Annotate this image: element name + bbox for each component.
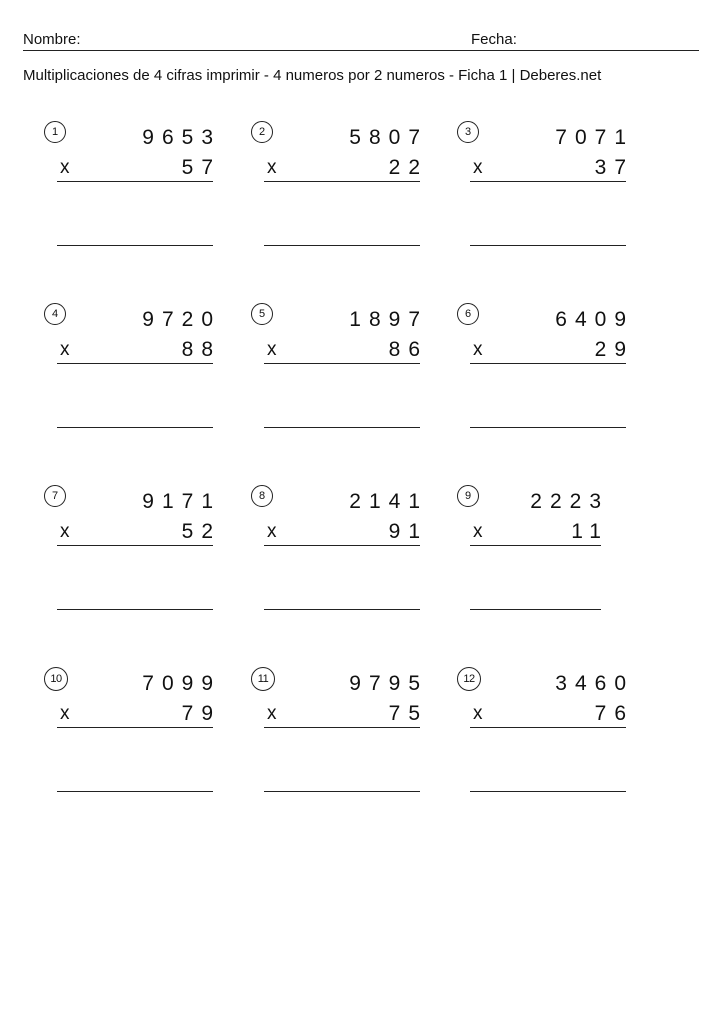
multiplicand: 7071	[555, 126, 634, 149]
multiplicand: 9795	[349, 672, 428, 695]
problem-number-badge: 1	[44, 121, 66, 143]
multiplication-problem	[457, 667, 637, 807]
problem-number-badge: 2	[251, 121, 273, 143]
operation-rule	[57, 727, 213, 728]
multiply-sign: x	[473, 157, 483, 178]
multiply-sign: x	[60, 157, 70, 178]
answer-blank[interactable]	[264, 245, 420, 246]
operation-rule	[57, 363, 213, 364]
answer-blank[interactable]	[470, 245, 626, 246]
operation-rule	[264, 363, 420, 364]
answer-blank[interactable]	[470, 427, 626, 428]
multiplicand: 2223	[530, 490, 609, 513]
multiplicand: 9720	[142, 308, 221, 331]
multiplication-problem	[251, 485, 431, 625]
multiplier: 88	[181, 338, 221, 361]
problem-number-badge: 12	[457, 667, 481, 691]
multiplier: 37	[594, 156, 634, 179]
multiplication-problem	[251, 667, 431, 807]
operation-rule	[264, 545, 420, 546]
multiplier: 22	[388, 156, 428, 179]
multiplication-problem	[44, 667, 224, 807]
multiply-sign: x	[267, 157, 277, 178]
multiplication-problem	[457, 303, 637, 443]
problem-number-badge: 6	[457, 303, 479, 325]
answer-blank[interactable]	[470, 609, 601, 610]
multiply-sign: x	[473, 521, 483, 542]
multiplicand: 6409	[555, 308, 634, 331]
multiplication-problem	[44, 121, 224, 261]
multiply-sign: x	[267, 339, 277, 360]
multiplier: 52	[181, 520, 221, 543]
multiply-sign: x	[60, 521, 70, 542]
multiplicand: 9171	[142, 490, 221, 513]
operation-rule	[470, 545, 601, 546]
worksheet-subtitle: Multiplicaciones de 4 cifras imprimir - 4 numeros por 2 numeros - Ficha 1 | Deberes.net	[23, 67, 602, 84]
multiplier: 75	[388, 702, 428, 725]
multiplication-problem	[44, 303, 224, 443]
operation-rule	[470, 181, 626, 182]
answer-blank[interactable]	[57, 427, 213, 428]
header-rule	[23, 50, 699, 51]
problem-number-badge: 4	[44, 303, 66, 325]
multiplication-problem	[251, 303, 431, 443]
multiplier: 91	[388, 520, 428, 543]
answer-blank[interactable]	[264, 427, 420, 428]
multiplication-problem	[457, 485, 637, 625]
problem-number-badge: 7	[44, 485, 66, 507]
multiplication-problem	[457, 121, 637, 261]
multiplicand: 3460	[555, 672, 634, 695]
multiplier: 76	[594, 702, 634, 725]
operation-rule	[470, 363, 626, 364]
multiplier: 11	[571, 520, 609, 543]
problem-number-badge: 3	[457, 121, 479, 143]
multiply-sign: x	[267, 703, 277, 724]
multiplicand: 1897	[349, 308, 428, 331]
multiply-sign: x	[473, 339, 483, 360]
answer-blank[interactable]	[264, 609, 420, 610]
multiply-sign: x	[60, 703, 70, 724]
multiplicand: 7099	[142, 672, 221, 695]
multiplicand: 2141	[349, 490, 428, 513]
multiplier: 29	[594, 338, 634, 361]
multiplication-problem	[251, 121, 431, 261]
problem-number-badge: 10	[44, 667, 68, 691]
problem-number-badge: 5	[251, 303, 273, 325]
multiplier: 86	[388, 338, 428, 361]
multiply-sign: x	[267, 521, 277, 542]
answer-blank[interactable]	[264, 791, 420, 792]
answer-blank[interactable]	[57, 245, 213, 246]
multiplier: 79	[181, 702, 221, 725]
operation-rule	[470, 727, 626, 728]
multiplicand: 5807	[349, 126, 428, 149]
operation-rule	[264, 181, 420, 182]
operation-rule	[264, 727, 420, 728]
problem-number-badge: 8	[251, 485, 273, 507]
problem-number-badge: 11	[251, 667, 275, 691]
multiply-sign: x	[473, 703, 483, 724]
name-label: Nombre:	[23, 31, 81, 48]
operation-rule	[57, 181, 213, 182]
problem-number-badge: 9	[457, 485, 479, 507]
operation-rule	[57, 545, 213, 546]
multiplication-problem	[44, 485, 224, 625]
date-label: Fecha:	[471, 31, 517, 48]
answer-blank[interactable]	[57, 609, 213, 610]
multiply-sign: x	[60, 339, 70, 360]
answer-blank[interactable]	[470, 791, 626, 792]
answer-blank[interactable]	[57, 791, 213, 792]
multiplier: 57	[181, 156, 221, 179]
multiplicand: 9653	[142, 126, 221, 149]
